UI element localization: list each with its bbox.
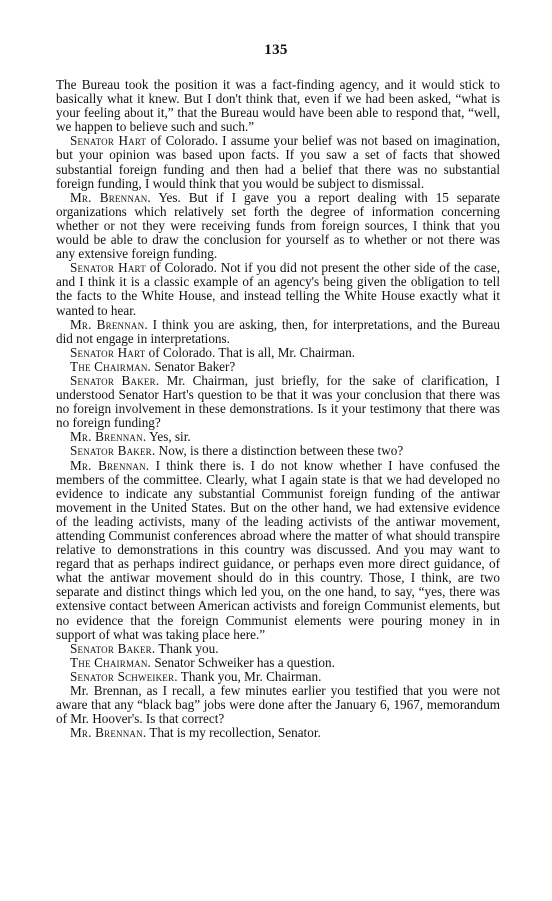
speaker-name: Mr. Brennan. xyxy=(70,725,147,741)
paragraph xyxy=(56,656,500,670)
paragraph-text: The Bureau took the position it was a fact-finding agency, and it would stick to basically what it knew. But I don't think that, even if we had been asked, “what is your feeling about it,” that the Bureau would have been able to respond that, “well, we happen to believe such and such.” xyxy=(56,77,500,135)
speaker-name: Mr. Brennan. xyxy=(70,316,148,332)
paragraph-text: Yes, sir. xyxy=(146,429,191,445)
paragraph-text: Mr. Chairman, just briefly, for the sake of clarification, I understood Senator Hart's question to be that it was your conclusion that there was no foreign involvement in these demonstrations. Is it your testimony that there was no foreign funding? xyxy=(56,372,500,431)
paragraph xyxy=(56,261,500,317)
speaker-name: The Chairman. xyxy=(70,654,152,670)
speaker-name: Mr. Brennan. xyxy=(70,429,147,445)
paragraph xyxy=(56,684,500,726)
paragraph xyxy=(56,444,500,458)
speaker-name: Senator Baker. xyxy=(70,372,160,388)
paragraph xyxy=(56,191,500,261)
speaker-name: Senator Hart xyxy=(70,344,146,360)
paragraph-text: Yes. But if I gave you a report dealing with 15 separate organizations which relatively set forth the degree of information concerning whether or not they were receiving funds from foreign sources, I think that you would be able to draw the conclusion for yourself as to whether or not there was any extensive foreign funding. xyxy=(56,189,500,262)
paragraph xyxy=(56,430,500,444)
speaker-name: Senator Baker. xyxy=(70,640,156,656)
paragraph-text: Senator Schweiker has a question. xyxy=(151,654,335,670)
paragraph-text: I think you are asking, then, for interpretations, and the Bureau did not engage in interpretations. xyxy=(56,316,500,346)
speaker-name: The Chairman. xyxy=(70,358,152,374)
speaker-name: Mr. Brennan. xyxy=(70,457,150,473)
paragraph-text: Mr. Brennan, as I recall, a few minutes earlier you testified that you were not aware that any “black bag” jobs were done after the January 6, 1967, memorandum of Mr. Hoover's. Is that correct? xyxy=(56,683,500,727)
paragraph xyxy=(56,670,500,684)
speaker-name: Senator Schweiker. xyxy=(70,668,178,684)
speaker-name: Senator Baker. xyxy=(70,443,156,459)
paragraph-text: Thank you. xyxy=(155,640,219,656)
speaker-name: Senator Hart xyxy=(70,133,147,149)
paragraph xyxy=(56,374,500,430)
paragraph xyxy=(56,78,500,134)
paragraph-text: Thank you, Mr. Chairman. xyxy=(177,668,322,684)
page-number: 135 xyxy=(264,42,288,58)
paragraph xyxy=(56,360,500,374)
paragraph xyxy=(56,134,500,190)
paragraph-text: Senator Baker? xyxy=(151,358,236,374)
paragraph-text: I think there is. I do not know whether I have confused the members of the committee. Clearly, what I again state is that we had developed no evidence to indicate any substantial Communist foreign funding of the antiwar movement in the United States. But on the other hand, we had extensive evidence of the leading activists, many of the leading activists of the antiwar movement, attending Communist conferences abroad where the matter of what should transpire relative to demonstrations in this country was discussed. And you may want to regard that as perhaps indirect guidance, or perhaps even more direct guidance, of what the antiwar movement should do in this country. Those, I think, are two separate and distinct things which led you, on the one hand, to say, “yes, there was extensive contact between American activists and foreign Communist elements, but no evidence that the foreign Communist elements were pouring money in in support of what was taking place here.” xyxy=(56,457,500,642)
paragraph xyxy=(56,726,500,740)
speaker-name: Mr. Brennan. xyxy=(70,189,151,205)
paragraph xyxy=(56,642,500,656)
paragraph-text: of Colorado. That is all, Mr. Chairman. xyxy=(145,344,355,360)
paragraph-text: That is my recollection, Senator. xyxy=(146,725,321,741)
paragraph xyxy=(56,346,500,360)
paragraph-text: of Colorado. I assume your belief was not based on imagination, but your opinion was based upon facts. If you saw a set of facts that showed substantial foreign funding and then had a belief that there was no substantial foreign funding, I would think that you would be subject to dismissal. xyxy=(56,133,500,191)
paragraph xyxy=(56,318,500,346)
speaker-name: Senator Hart xyxy=(70,260,146,276)
paragraph-text: Now, is there a distinction between these two? xyxy=(155,443,404,459)
paragraph xyxy=(56,459,500,642)
paragraph-text: of Colorado. Not if you did not present the other side of the case, and I think it is a classic example of an agency's being given the obligation to tell the facts to the White House, and instead telling the White House exactly what it wanted to hear. xyxy=(56,260,500,318)
testimony-text xyxy=(56,78,500,740)
